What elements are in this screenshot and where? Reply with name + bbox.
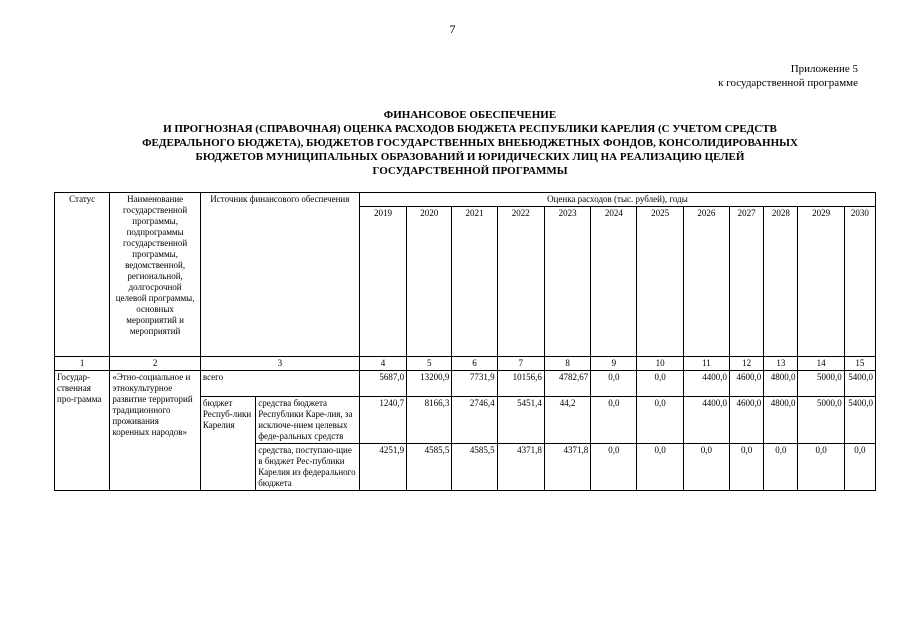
regional-funds-value: 8166,3: [407, 397, 452, 444]
year-2021: 2021: [452, 207, 497, 357]
federal-funds-value: 4371,8: [544, 444, 590, 491]
total-value: 4782,67: [544, 371, 590, 397]
title-line-2: И ПРОГНОЗНАЯ (СПРАВОЧНАЯ) ОЦЕНКА РАСХОДОВ БЮДЖЕТА РЕСПУБЛИКИ КАРЕЛИЯ (С УЧЕТОМ СРЕДСТВ: [163, 123, 777, 135]
regional-funds-value: 4400,0: [683, 397, 729, 444]
column-number: 11: [683, 357, 729, 371]
column-number: 5: [407, 357, 452, 371]
header-status: Статус: [55, 193, 110, 357]
federal-funds-value: 0,0: [637, 444, 683, 491]
column-number: 1: [55, 357, 110, 371]
total-value: 0,0: [637, 371, 683, 397]
federal-funds-label: средства, поступаю-щие в бюджет Рес-публики Карелия из федерального бюджета: [256, 444, 360, 491]
column-number: 4: [359, 357, 406, 371]
document-title: [60, 108, 880, 178]
year-2024: 2024: [591, 207, 637, 357]
federal-funds-value: 0,0: [844, 444, 875, 491]
column-number: 3: [200, 357, 359, 371]
year-2020: 2020: [407, 207, 452, 357]
appendix-line-1: Приложение 5: [790, 63, 858, 75]
year-2026: 2026: [683, 207, 729, 357]
year-2019: 2019: [359, 207, 406, 357]
title-line-1: ФИНАНСОВОЕ ОБЕСПЕЧЕНИЕ: [383, 109, 557, 121]
year-2030: 2030: [844, 207, 875, 357]
federal-funds-value: 0,0: [798, 444, 844, 491]
title-line-5: ГОСУДАРСТВЕННОЙ ПРОГРАММЫ: [372, 165, 568, 177]
regional-funds-value: 2746,4: [452, 397, 497, 444]
federal-funds-value: 4585,5: [452, 444, 497, 491]
year-2023: 2023: [544, 207, 590, 357]
title-line-4: БЮДЖЕТОВ МУНИЦИПАЛЬНЫХ ОБРАЗОВАНИЙ И ЮРИДИЧЕСКИХ ЛИЦ НА РЕАЛИЗАЦИЮ ЦЕЛЕЙ: [195, 151, 745, 163]
federal-funds-value: 0,0: [683, 444, 729, 491]
total-value: 4600,0: [730, 371, 764, 397]
total-value: 4400,0: [683, 371, 729, 397]
status-cell: Государ-ственная про-грамма: [55, 371, 110, 491]
column-number: 15: [844, 357, 875, 371]
regional-funds-value: 0,0: [637, 397, 683, 444]
column-number: 12: [730, 357, 764, 371]
column-number: 6: [452, 357, 497, 371]
federal-funds-value: 4585,5: [407, 444, 452, 491]
title-line-3: ФЕДЕРАЛЬНОГО БЮДЖЕТА), БЮДЖЕТОВ ГОСУДАРСТВЕННЫХ ВНЕБЮДЖЕТНЫХ ФОНДОВ, КОНСОЛИДИРОВАННЫХ: [142, 137, 798, 149]
federal-funds-value: 0,0: [764, 444, 798, 491]
column-number-row: [55, 357, 876, 371]
column-number: 8: [544, 357, 590, 371]
total-value: 5400,0: [844, 371, 875, 397]
regional-funds-value: 5400,0: [844, 397, 875, 444]
year-2029: 2029: [798, 207, 844, 357]
column-number: 2: [110, 357, 201, 371]
program-name-cell: «Этно-социальное и этнокультурное развитие территорий традиционного проживания коренных народов»: [110, 371, 201, 491]
regional-funds-value: 44,2: [544, 397, 590, 444]
regional-funds-value: 5000,0: [798, 397, 844, 444]
year-2028: 2028: [764, 207, 798, 357]
total-value: 5000,0: [798, 371, 844, 397]
federal-funds-value: 0,0: [730, 444, 764, 491]
regional-funds-label: средства бюджета Республики Каре-лия, за исключе-нием целевых феде-ральных средств: [256, 397, 360, 444]
appendix-note: [718, 62, 858, 90]
table-row-total: [55, 371, 876, 397]
federal-funds-value: 0,0: [591, 444, 637, 491]
regional-funds-value: 1240,7: [359, 397, 406, 444]
finance-table: [54, 192, 876, 491]
regional-funds-value: 4600,0: [730, 397, 764, 444]
total-value: 13200,9: [407, 371, 452, 397]
column-number: 7: [497, 357, 544, 371]
header-name: Наименование государственной программы, подпрограммы государственной программы, ведомственной, региональной, долгосрочной целевой программы, основных мероприятий и мероприятий: [110, 193, 201, 357]
budget-label: бюджет Респуб-лики Карелия: [200, 397, 255, 491]
appendix-line-2: к государственной программе: [718, 77, 858, 89]
page-number: 7: [449, 22, 456, 36]
column-number: 14: [798, 357, 844, 371]
total-value: 0,0: [591, 371, 637, 397]
federal-funds-value: 4371,8: [497, 444, 544, 491]
column-number: 13: [764, 357, 798, 371]
header-estimate: Оценка расходов (тыс. рублей), годы: [359, 193, 875, 207]
column-number: 10: [637, 357, 683, 371]
year-2027: 2027: [730, 207, 764, 357]
total-value: 5687,0: [359, 371, 406, 397]
regional-funds-value: 0,0: [591, 397, 637, 444]
year-2022: 2022: [497, 207, 544, 357]
column-number: 9: [591, 357, 637, 371]
total-label: всего: [200, 371, 359, 397]
regional-funds-value: 4800,0: [764, 397, 798, 444]
header-row: [55, 193, 876, 207]
total-value: 4800,0: [764, 371, 798, 397]
year-2025: 2025: [637, 207, 683, 357]
total-value: 7731,9: [452, 371, 497, 397]
header-source: Источник финансового обеспечения: [200, 193, 359, 357]
federal-funds-value: 4251,9: [359, 444, 406, 491]
total-value: 10156,6: [497, 371, 544, 397]
regional-funds-value: 5451,4: [497, 397, 544, 444]
